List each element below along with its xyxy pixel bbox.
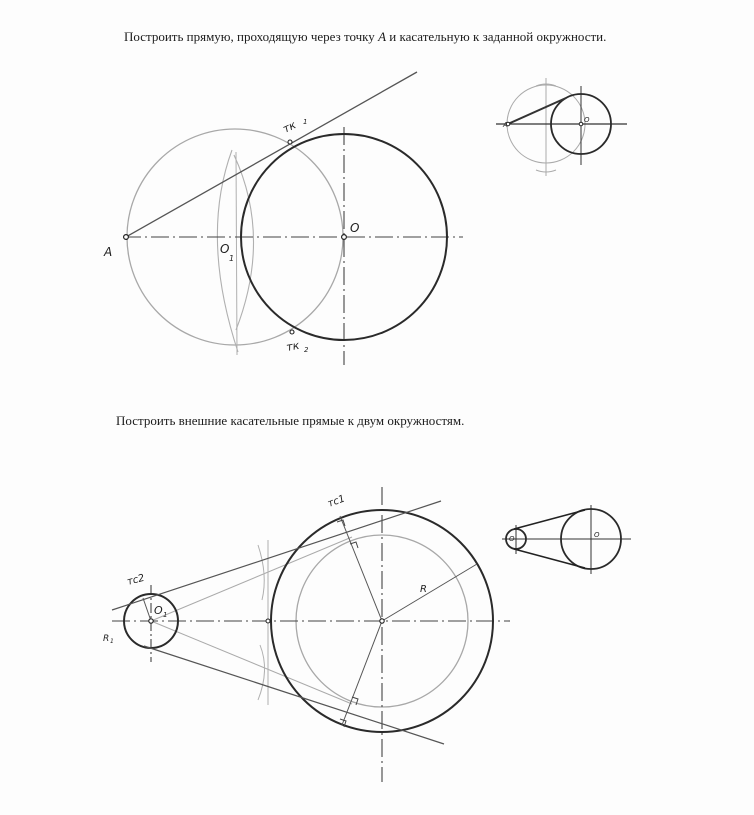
fig1-label-tk2: тк [285, 338, 301, 354]
fig1-bisector-line [236, 152, 237, 355]
task1-heading-before: Построить прямую, проходящую через точку [124, 29, 379, 44]
fig2-radius-upper [340, 516, 382, 621]
fig1-tangent-point-2 [290, 330, 294, 334]
fig2-bisector-arc-lower [258, 645, 265, 700]
fig2-label-o1: O [154, 604, 163, 617]
figure1 [103, 72, 463, 365]
fig1-label-o1: O [220, 242, 230, 256]
task2-heading: Построить внешние касательные прямые к двум окружностям. [116, 413, 465, 428]
fig2-label-r1: R [103, 634, 110, 644]
fig2-radius-small-upper [143, 598, 151, 621]
fig1s-label-o: O [584, 116, 590, 124]
fig2-aux-tangent-lower [151, 621, 352, 704]
fig2-label-r1-sub: 1 [110, 638, 114, 645]
fig2-radius-lower [342, 621, 382, 725]
fig1-label-a: A [104, 245, 113, 259]
fig2s-label-o: O [594, 531, 600, 539]
fig1-center-o [342, 235, 347, 240]
fig2-bisector-point [266, 619, 270, 623]
figure2-small [502, 505, 631, 574]
figure2 [103, 487, 510, 782]
fig1s-center-o [579, 122, 583, 126]
task1-heading-after: и касательную к заданной окружности. [386, 29, 607, 44]
fig2s-label-o1: O [509, 535, 515, 543]
fig1-label-tk1-sub: 1 [303, 118, 308, 126]
fig2-center-o [380, 619, 384, 623]
fig2-external-tangent-lower [144, 646, 444, 744]
fig2-aux-tangent-upper [151, 537, 352, 621]
fig1-point-a [124, 235, 129, 240]
fig1-label-tk2-sub: 2 [304, 346, 309, 354]
fig1-label-o: O [350, 221, 360, 235]
fig2-external-tangent-upper [112, 501, 441, 610]
fig1-tangent-point-1 [288, 140, 292, 144]
fig2-center-o1 [149, 619, 153, 623]
fig2s-tangent-lower [514, 549, 585, 568]
fig1-tangent-line [126, 72, 417, 237]
fig1-label-o1-sub: 1 [229, 254, 235, 263]
fig2-label-o1-sub: 1 [163, 611, 168, 619]
fig1s-tangent-line [508, 98, 566, 124]
task1-heading-point: A [378, 29, 387, 44]
fig1s-label-a: A [503, 121, 508, 129]
fig1-label-tk1: тк [280, 118, 299, 136]
fig2-bisector-arc-upper [258, 545, 264, 600]
fig2-label-tc1: тс1 [326, 493, 347, 510]
fig2-label-tc2: тс2 [125, 572, 146, 588]
fig2s-tangent-upper [514, 510, 585, 529]
figure1-small [496, 78, 627, 176]
fig2-label-r: R [420, 584, 427, 595]
